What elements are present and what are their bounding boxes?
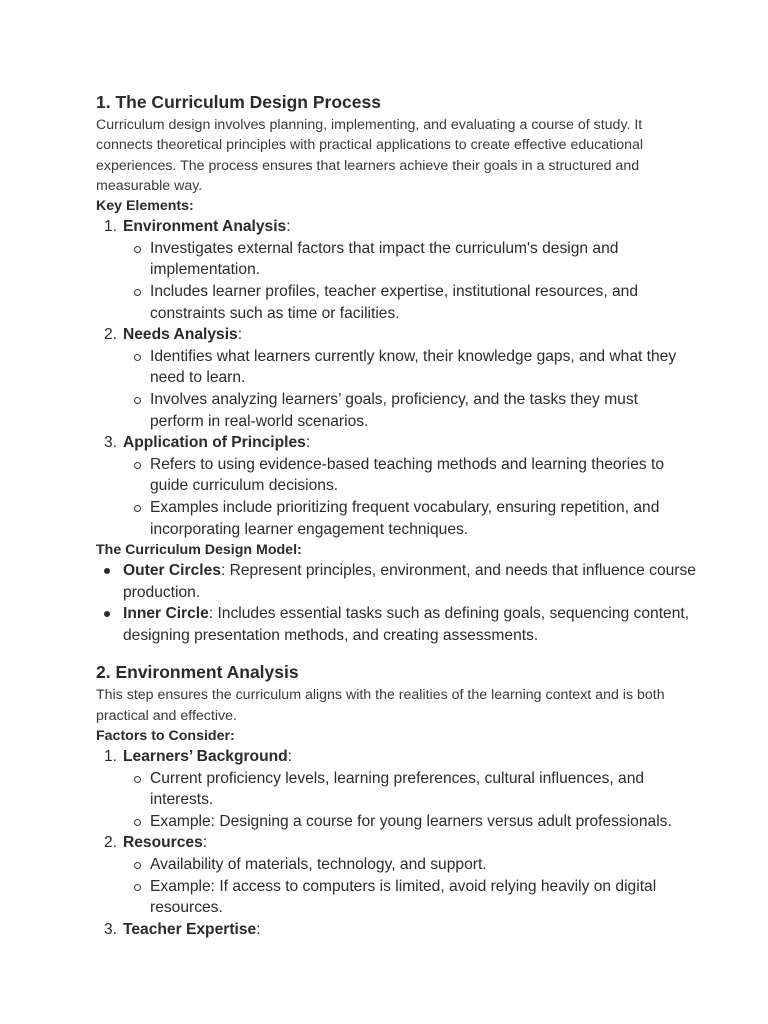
sub-item-text: Identifies what learners currently know, their knowledge gaps, and what they need to learn. — [150, 347, 677, 387]
section-title: 2. Environment Analysis — [96, 662, 299, 683]
sub-list-item — [150, 346, 696, 389]
item-number: 1. — [104, 748, 118, 766]
factors-label: Factors to Consider: — [96, 728, 235, 745]
sub-list-item — [150, 768, 696, 811]
list-item — [104, 324, 696, 432]
sub-item-text: Current proficiency levels, learning preferences, cultural influences, and interests. — [150, 769, 645, 809]
sub-list-item — [150, 281, 696, 324]
hollow-bullet-icon — [134, 819, 141, 826]
factors-list — [96, 746, 696, 940]
sub-item-text: Involves analyzing learners’ goals, proficiency, and the tasks they must perform in real-world scenarios. — [150, 390, 638, 430]
item-colon: : — [202, 834, 208, 852]
sub-item-text: Refers to using evidence-based teaching methods and learning theories to guide curriculum decisions. — [150, 455, 665, 495]
bullet-term: Inner Circle — [123, 605, 209, 623]
sub-list — [123, 238, 696, 324]
sub-list-item — [150, 497, 696, 540]
list-item — [104, 832, 696, 918]
sub-item-text: Includes learner profiles, teacher expertise, institutional resources, and constraints such as time or facilities. — [150, 282, 638, 322]
item-colon: : — [287, 748, 292, 766]
sub-list-item — [150, 811, 696, 833]
bullet-item — [123, 560, 696, 603]
sub-list-item — [150, 389, 696, 432]
item-colon: : — [256, 920, 261, 938]
hollow-bullet-icon — [134, 862, 141, 869]
item-term: Application of Principles — [123, 434, 306, 452]
sub-list-item — [150, 854, 696, 876]
item-number: 3. — [104, 434, 118, 452]
sub-list-item — [150, 876, 696, 919]
sub-item-text: Availability of materials, technology, and support. — [150, 856, 487, 874]
model-bullet-list — [96, 560, 696, 646]
sub-item-text: Example: Designing a course for young learners versus adult professionals. — [150, 812, 672, 830]
section-intro: Curriculum design involves planning, implementing, and evaluating a course of study. It connects theoretical principles with practical applications to create effective educational experiences. The process ensures that learners achieve their goals in a structured and measurable way. — [96, 117, 644, 194]
bullet-term: Outer Circles — [123, 562, 221, 580]
list-item — [104, 216, 696, 324]
item-term: Environment Analysis — [123, 218, 287, 236]
bullet-icon — [104, 611, 110, 617]
list-item — [104, 746, 696, 832]
item-term: Teacher Expertise — [123, 920, 257, 938]
list-item — [104, 432, 696, 540]
item-colon: : — [286, 218, 291, 236]
hollow-bullet-icon — [134, 505, 141, 512]
sub-list — [123, 454, 696, 540]
document-body — [96, 90, 696, 940]
item-term: Resources — [123, 834, 203, 852]
key-elements-label: Key Elements: — [96, 198, 194, 215]
model-label: The Curriculum Design Model: — [96, 542, 302, 559]
hollow-bullet-icon — [134, 462, 141, 469]
sub-item-text: Investigates external factors that impact the curriculum's design and implementation. — [150, 239, 619, 279]
bullet-icon — [104, 568, 110, 574]
sub-list-item — [150, 238, 696, 281]
bullet-text: : Represent principles, environment, and needs that influence course production. — [123, 562, 696, 601]
item-number: 3. — [104, 920, 118, 938]
hollow-bullet-icon — [134, 354, 141, 361]
item-term: Needs Analysis — [123, 326, 238, 344]
sub-item-text: Example: If access to computers is limited, avoid relying heavily on digital resources. — [150, 877, 657, 917]
sub-list — [123, 768, 696, 833]
item-number: 2. — [104, 834, 118, 852]
bullet-item — [123, 603, 696, 646]
hollow-bullet-icon — [134, 884, 141, 891]
item-number: 2. — [104, 326, 118, 344]
sub-item-text: Examples include prioritizing frequent vocabulary, ensuring repetition, and incorporating learner engagement techniques. — [150, 498, 660, 538]
section-intro: This step ensures the curriculum aligns with the realities of the learning context and is both practical and effective. — [96, 687, 665, 724]
hollow-bullet-icon — [134, 397, 141, 404]
list-item — [104, 919, 696, 941]
bullet-text: : Includes essential tasks such as defining goals, sequencing content, designing presentation methods, and creating assessments. — [123, 605, 690, 644]
key-elements-list — [96, 216, 696, 540]
item-number: 1. — [104, 218, 118, 236]
sub-list-item — [150, 454, 696, 497]
sub-list — [123, 854, 696, 919]
item-colon: : — [237, 326, 243, 344]
item-term: Learners’ Background — [123, 748, 288, 766]
sub-list — [123, 346, 696, 432]
section-title: 1. The Curriculum Design Process — [96, 92, 381, 112]
hollow-bullet-icon — [134, 246, 141, 253]
hollow-bullet-icon — [134, 776, 141, 783]
hollow-bullet-icon — [134, 289, 141, 296]
item-colon: : — [305, 434, 311, 452]
